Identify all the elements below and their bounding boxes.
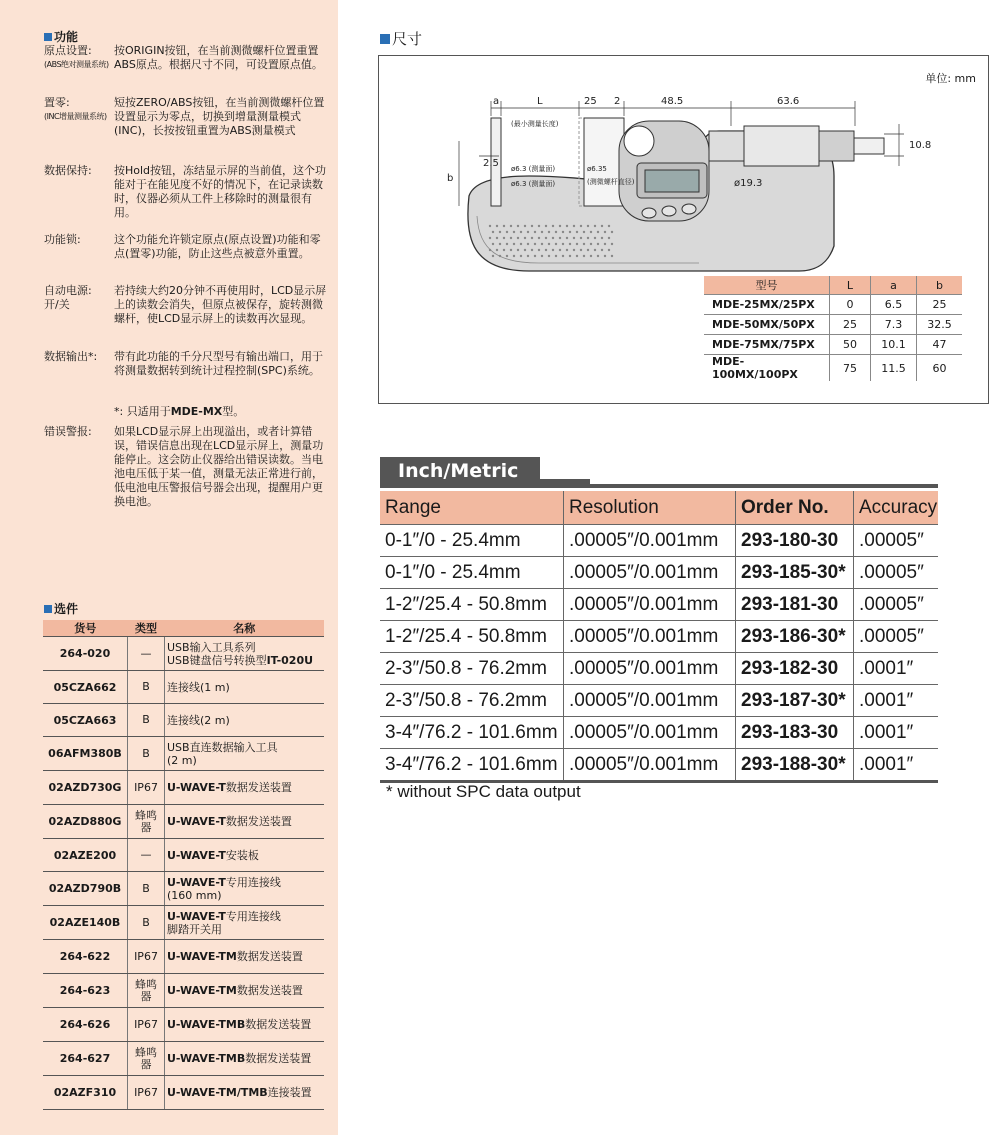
dim-a: a [493,96,500,107]
option-type: IP67 [128,771,165,805]
grip-dot [597,243,599,245]
grip-dot [496,225,498,227]
grip-dot [496,249,498,251]
dim-2: 2 [614,96,621,107]
feature-zero: 置零: (INC增量测量系统) 短按ZERO/ABS按钮，在当前测微螺杆位置设置显示为零点，切换到增量测量模式(INC)，长按按钮重置为ABS测量模式 [44,96,325,137]
square-bullet-icon [44,605,52,613]
table-row [43,872,324,906]
table-row: 2-3″/50.8 - 76.2mm .00005″/0.001mm 293-182-30 .0001″ [380,653,938,685]
grip-dot [520,243,522,245]
grip-dot [524,249,526,251]
col-header-order-no: Order No. [736,491,854,525]
zero-abs-button [662,206,676,216]
features-heading: 功能 [44,28,78,45]
grip-dot [510,249,512,251]
grip-dot [492,231,494,233]
col-header-code: 货号 [43,620,128,637]
grip-dot [503,225,505,227]
table-row [43,1042,324,1076]
option-type: — [128,839,165,872]
option-type: IP67 [128,1008,165,1042]
grip-dot [513,243,515,245]
grip-dot [499,255,501,257]
table-row: MDE-75MX/75PX 50 10.1 47 [704,335,962,355]
col-header-resolution: Resolution [564,491,736,525]
grip-dot [601,225,603,227]
table-row [43,906,324,940]
grip-dot [559,225,561,227]
table-row [43,805,324,839]
grip-dot [503,249,505,251]
table-row [43,974,324,1008]
table-row [43,1076,324,1110]
grip-dot [601,237,603,239]
dim-25: 25 [584,96,597,107]
grip-dot [573,237,575,239]
grip-dot [513,231,515,233]
options-heading: 选件 [44,600,78,617]
grip-dot [552,249,554,251]
option-code: 264-623 [43,974,128,1008]
grip-dot [517,237,519,239]
grip-dot [608,249,610,251]
grip-dot [506,231,508,233]
table-row: MDE-25MX/25PX 0 6.5 25 [704,295,962,315]
option-type: B [128,737,165,771]
option-name: U-WAVE-TM数据发送装置 [165,974,325,1008]
option-type: 蜂鸣器 [128,974,165,1008]
option-type: 蜂鸣器 [128,805,165,839]
clamp-knob [624,126,654,156]
grip-dot [604,255,606,257]
table-row: MDE-50MX/50PX 25 7.3 32.5 [704,315,962,335]
grip-dot [604,243,606,245]
table-row: 3-4″/76.2 - 101.6mm .00005″/0.001mm 293-188-30* .0001″ [380,749,938,782]
grip-dot [541,255,543,257]
grip-dot [590,255,592,257]
grip-dot [611,231,613,233]
grip-dot [499,243,501,245]
grip-dot [555,243,557,245]
grip-dot [566,237,568,239]
option-type: B [128,872,165,906]
spindle [584,118,624,206]
grip-dot [510,237,512,239]
grip-dot [538,249,540,251]
grip-dot [527,231,529,233]
grip-dot [524,225,526,227]
grip-dot [576,243,578,245]
option-code: 02AZD790B [43,872,128,906]
grip-dot [604,231,606,233]
grip-dot [534,231,536,233]
option-name: U-WAVE-TM数据发送装置 [165,940,325,974]
grip-dot [597,255,599,257]
option-code: 264-622 [43,940,128,974]
table-row [43,637,324,671]
feature-lock: 功能锁: 这个功能允许锁定原点(原点设置)功能和零点(置零)功能，防止这些点被意外重置。 [44,233,321,260]
table-row [43,771,324,805]
option-name: U-WAVE-TM/TMB连接装置 [165,1076,325,1110]
footnote: * without SPC data output [386,782,581,801]
grip-dot [608,225,610,227]
grip-dot [527,243,529,245]
grip-dot [594,225,596,227]
grip-dot [517,249,519,251]
grip-dot [552,237,554,239]
grip-dot [583,231,585,233]
dim-phi-6-3-b: ø6.3 (测量面) [511,180,556,188]
option-name: U-WAVE-T专用连接线 (160 mm) [165,872,325,906]
grip-dot [597,231,599,233]
grip-dot [587,237,589,239]
unit-label: 单位: mm [925,72,976,85]
grip-dot [569,243,571,245]
grip-dot [594,237,596,239]
grip-dot [541,231,543,233]
ratchet [819,131,854,161]
grip-dot [531,237,533,239]
feature-hold: 数据保持: 按Hold按钮，冻结显示屏的当前值，这个功能对于在能见度不好的情况下，在记录读数时，仪器必须从工件上移除时的测量很有用。 [44,164,327,219]
grip-dot [555,255,557,257]
grip-dot [517,225,519,227]
grip-dot [513,255,515,257]
table-row [43,839,324,872]
dim-10-8: 10.8 [909,140,932,151]
thimble [744,126,819,166]
square-bullet-icon [380,34,390,44]
grip-dot [559,249,561,251]
table-row: 0-1″/0 - 25.4mm .00005″/0.001mm 293-185-30* .00005″ [380,557,938,589]
table-row: 3-4″/76.2 - 101.6mm .00005″/0.001mm 293-183-30 .0001″ [380,717,938,749]
table-row: MDE-100MX/100PX 75 11.5 60 [704,355,962,382]
table-row: 0-1″/0 - 25.4mm .00005″/0.001mm 293-180-30 .00005″ [380,525,938,557]
grip-dot [531,249,533,251]
grip-dot [524,237,526,239]
feature-data-output: 数据输出*: 带有此功能的千分尺型号有输出端口，用于将测量数据转到统计过程控制(SPC)系统。 [44,350,323,377]
grip-dot [489,249,491,251]
option-code: 02AZE140B [43,906,128,940]
col-header-accuracy: Accuracy [854,491,939,525]
grip-dot [545,225,547,227]
grip-dot [503,237,505,239]
sidebar [0,0,338,1135]
table-row: 2-3″/50.8 - 76.2mm .00005″/0.001mm 293-187-30* .0001″ [380,685,938,717]
grip-dot [541,243,543,245]
grip-dot [562,243,564,245]
grip-dot [580,225,582,227]
lcd-screen [645,170,699,192]
grip-dot [590,231,592,233]
option-name: U-WAVE-T安装板 [165,839,325,872]
option-code: 02AZD730G [43,771,128,805]
option-code: 264-627 [43,1042,128,1076]
grip-dot [576,255,578,257]
grip-dot [583,255,585,257]
hold-button [682,204,696,214]
grip-dot [566,249,568,251]
dim-63-6: 63.6 [777,96,800,107]
option-type: B [128,906,165,940]
option-name: U-WAVE-TMB数据发送装置 [165,1008,325,1042]
grip-dot [611,243,613,245]
option-name: USB输入工具系列 USB键盘信号转换型IT-020U [165,637,325,671]
grip-dot [545,249,547,251]
option-name: U-WAVE-T专用连接线 脚踏开关用 [165,906,325,940]
grip-dot [499,231,501,233]
option-type: IP67 [128,940,165,974]
grip-dot [555,231,557,233]
dim-48-5: 48.5 [661,96,684,107]
grip-dot [506,255,508,257]
option-code: 02AZE200 [43,839,128,872]
grip-dot [520,255,522,257]
grip-dot [576,231,578,233]
inch-metric-title: Inch/Metric [380,457,540,484]
grip-dot [573,225,575,227]
option-type: B [128,704,165,737]
grip-dot [580,249,582,251]
grip-dot [587,249,589,251]
grip-dot [538,237,540,239]
dim-phi-19-3: ø19.3 [734,178,763,189]
dimensions-heading: 尺寸 [380,28,422,49]
table-top-rule [380,484,938,488]
inch-metric-table [380,491,938,783]
grip-dot [608,237,610,239]
grip-dot [492,255,494,257]
grip-dot [562,231,564,233]
feature-origin: 原点设置: (ABS绝对测量系统) 按ORIGIN按钮，在当前测微螺杆位置重置ABS原点。根据尺寸不同，可设置原点值。 [44,44,323,71]
dim-spindle: (测微螺杆直径) [587,178,635,186]
col-header-range: Range [380,491,564,525]
table-row [43,704,324,737]
grip-dot [520,231,522,233]
options-table [43,620,324,1110]
dim-phi-6-35: ø6.35 [587,165,607,173]
grip-dot [510,225,512,227]
feature-error: 错误警报: 如果LCD显示屏上出现溢出，或者计算错误，错误信息出现在LCD显示屏上，测量功能停止。这会防止仪器给出错误读数。当电池电压低于某一值，测量无法正常进行前，低电池电压警报信号器会出现，提醒用户更换电池。 [44,425,324,508]
grip-dot [569,231,571,233]
sleeve [709,131,744,161]
grip-dot [580,237,582,239]
grip-dot [548,231,550,233]
grip-dot [583,243,585,245]
grip-dot [531,225,533,227]
table-row [43,671,324,704]
option-code: 06AFM380B [43,737,128,771]
grip-dot [489,237,491,239]
option-code: 264-020 [43,637,128,671]
dim-L: L [537,96,543,107]
grip-dot [534,255,536,257]
grip-dot [573,249,575,251]
grip-dot [506,243,508,245]
dimension-drawing-frame [378,55,989,404]
grip-dot [566,225,568,227]
dim-min-length: (最小测量长度) [511,120,559,128]
option-name: U-WAVE-T数据发送装置 [165,805,325,839]
grip-dot [559,237,561,239]
option-name: 连接线(2 m) [165,704,325,737]
dim-b: b [447,173,454,184]
col-header-name: 名称 [165,620,325,637]
ratchet-end [854,138,884,154]
table-row [43,940,324,974]
micrometer-drawing [379,56,988,286]
grip-dot [590,243,592,245]
option-code: 264-626 [43,1008,128,1042]
option-code: 05CZA663 [43,704,128,737]
option-type: — [128,637,165,671]
option-name: USB直连数据输入工具 (2 m) [165,737,325,771]
grip-dot [601,249,603,251]
col-header-type: 类型 [128,620,165,637]
dim-phi-6-3-a: ø6.3 (测量面) [511,165,556,173]
square-bullet-icon [44,33,52,41]
option-code: 02AZF310 [43,1076,128,1110]
option-name: U-WAVE-T数据发送装置 [165,771,325,805]
table-row: 1-2″/25.4 - 50.8mm .00005″/0.001mm 293-186-30* .00005″ [380,621,938,653]
option-name: U-WAVE-TMB数据发送装置 [165,1042,325,1076]
grip-dot [545,237,547,239]
feature-note: *: 只适用于MDE-MX型。 [114,405,245,418]
option-type: B [128,671,165,704]
model-table: 型号 L a b MDE-25MX/25PX 0 6.5 25 MDE-50MX/50PX 25 7.3 32.5 MDE-75MX/75PX 50 10.1 47 MDE-100MX/100PX 75 11.5 60 [704,276,962,381]
option-name: 连接线(1 m) [165,671,325,704]
table-row [43,737,324,771]
grip-dot [562,255,564,257]
grip-dot [489,225,491,227]
table-row [43,1008,324,1042]
option-type: 蜂鸣器 [128,1042,165,1076]
grip-dot [611,255,613,257]
table-row: 1-2″/25.4 - 50.8mm .00005″/0.001mm 293-181-30 .00005″ [380,589,938,621]
origin-button [642,208,656,218]
grip-dot [538,225,540,227]
grip-dot [548,243,550,245]
feature-auto-power: 自动电源: 开/关 若持续大约20分钟不再使用时，LCD显示屏上的读数会消失，但原点被保存，旋转测微螺杆，使LCD显示屏上的读数再次显现。 [44,284,327,325]
grip-dot [552,225,554,227]
option-type: IP67 [128,1076,165,1110]
grip-dot [534,243,536,245]
grip-dot [548,255,550,257]
grip-dot [527,255,529,257]
grip-dot [569,255,571,257]
option-code: 05CZA662 [43,671,128,704]
grip-dot [492,243,494,245]
dim-2-5: 2.5 [483,158,499,169]
grip-dot [594,249,596,251]
grip-dot [587,225,589,227]
grip-dot [496,237,498,239]
option-code: 02AZD880G [43,805,128,839]
